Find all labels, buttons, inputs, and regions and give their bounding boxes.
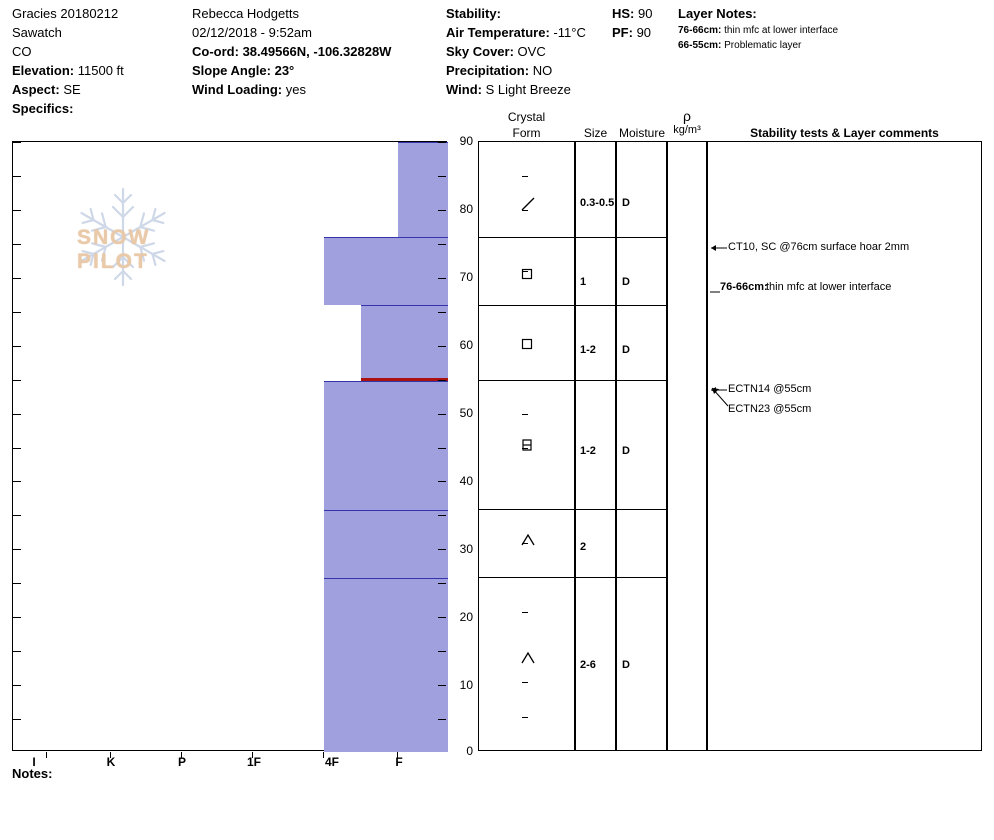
depth-label-60: 60 <box>459 338 473 352</box>
layer-note-2 <box>678 38 988 53</box>
density-units-label: kg/m³ <box>673 124 701 136</box>
aspect-label: Aspect: <box>12 82 60 97</box>
grain-size-value-4: 1-2 <box>580 445 596 457</box>
layer-comment-tick <box>710 285 720 297</box>
test-arrow-ct10 <box>710 242 728 257</box>
layer-bar-76-66 <box>324 237 448 305</box>
moisture-value-6: D <box>622 659 630 671</box>
hardness-label-P: P <box>177 755 187 769</box>
layer-note-1-text: thin mfc at lower interface <box>724 25 839 36</box>
crystal-header-label: Crystal <box>507 110 546 124</box>
wind-loading-value: yes <box>285 82 306 97</box>
grain-form-icon-rounded-grains-2 <box>519 650 537 669</box>
crystal-header-label-2 <box>560 110 635 124</box>
hs-label: HS: <box>612 6 635 21</box>
moisture-value-1: D <box>622 197 630 209</box>
state-name: CO <box>12 44 32 59</box>
grain-size-value-3: 1-2 <box>580 344 596 356</box>
depth-label-10: 10 <box>459 678 473 692</box>
grain-size-value-6: 2-6 <box>580 659 596 671</box>
wind-label: Wind: <box>446 82 482 97</box>
hardness-label-1F: 1F <box>246 755 262 769</box>
precipitation-value: NO <box>532 63 553 78</box>
form-header-label: Form <box>512 126 541 140</box>
moisture-header-label: Moisture <box>618 126 665 140</box>
coord-value: 38.49566N, -106.32828W <box>242 44 392 59</box>
size-header-label: Size <box>583 126 608 140</box>
snowpilot-watermark <box>53 182 223 292</box>
header-col-location <box>12 4 187 118</box>
stability-comments-column <box>707 141 982 751</box>
hardness-label-K: K <box>106 755 116 769</box>
layer-note-1-range: 76-66cm: <box>678 25 722 36</box>
hs-value: 90 <box>638 6 653 21</box>
pit-header <box>0 0 994 118</box>
layer-note-2-range: 66-55cm: <box>678 40 722 51</box>
wind-loading-label: Wind Loading: <box>192 82 283 97</box>
elevation-value: 11500 ft <box>77 63 124 78</box>
sky-cover-value: OVC <box>517 44 546 59</box>
slope-angle-row <box>192 61 442 80</box>
density-symbol-label: ρ <box>683 108 691 124</box>
layer-bar-90-76 <box>398 142 448 237</box>
layer-comment-range-76-66: 76-66cm: <box>720 281 768 293</box>
pf-label: PF: <box>612 25 633 40</box>
grain-form-icon-precip-particles <box>519 195 537 216</box>
site-name: Gracies 20180212 <box>12 6 119 21</box>
coord-row <box>192 42 442 61</box>
range-name: Sawatch <box>12 25 62 40</box>
moisture-value-2: D <box>622 276 630 288</box>
sky-cover-label: Sky Cover: <box>446 44 514 59</box>
test-arrow-ectn23 <box>710 384 730 413</box>
crystal-form-column <box>478 141 575 751</box>
wind-loading-row <box>192 80 442 99</box>
crystal-size-column <box>575 141 616 751</box>
hs-row <box>612 4 652 23</box>
air-temp-value: -11°C <box>553 25 586 40</box>
comments-header-label: Stability tests & Layer comments <box>750 126 939 140</box>
grain-form-icon-faceted-crystals-2 <box>520 337 534 354</box>
hardness-axis <box>12 752 447 772</box>
grain-size-value-1: 0.3-0.5 <box>580 197 615 209</box>
layer-notes-label: Layer Notes: <box>678 6 757 21</box>
slope-angle-label: Slope Angle: <box>192 63 271 78</box>
layer-bar-36-26 <box>324 510 448 578</box>
aspect-row <box>12 80 187 99</box>
specifics-label: Specifics: <box>12 101 74 116</box>
layer-bar-26-0 <box>324 578 448 752</box>
air-temp-label: Air Temperature: <box>446 25 550 40</box>
pf-value: 90 <box>636 25 652 40</box>
stability-test-ectn14: ECTN14 @55cm <box>728 383 812 395</box>
hardness-label-4F: 4F <box>324 755 340 769</box>
header-col-hs-pf <box>612 4 652 42</box>
coord-label: Co-ord: <box>192 44 239 59</box>
grain-size-value-2: 1 <box>580 276 587 288</box>
depth-axis <box>449 134 475 758</box>
depth-label-80: 80 <box>459 202 473 216</box>
moisture-value-3: D <box>622 344 630 356</box>
density-column <box>667 141 707 751</box>
depth-label-20: 20 <box>459 610 473 624</box>
grain-form-icon-rounded-grains-1 <box>519 532 537 551</box>
wind-value: S Light Breeze <box>485 82 571 97</box>
stability-test-ct10: CT10, SC @76cm surface hoar 2mm <box>728 241 910 253</box>
pf-row <box>612 23 652 42</box>
slope-angle-value: 23° <box>274 63 295 78</box>
layer-note-1 <box>678 23 988 38</box>
precipitation-label: Precipitation: <box>446 63 530 78</box>
moisture-value-4: D <box>622 445 630 457</box>
elevation-label: Elevation: <box>12 63 75 78</box>
header-col-layer-notes <box>678 4 988 53</box>
watermark-text: SNOW PILOT <box>77 226 151 273</box>
depth-label-90: 90 <box>459 134 473 148</box>
wind-row <box>446 80 671 99</box>
layer-note-2-text: Problematic layer <box>724 40 802 51</box>
elevation-row <box>12 61 187 80</box>
observer-name: Rebecca Hodgetts <box>192 6 299 21</box>
moisture-column <box>616 141 667 751</box>
depth-label-50: 50 <box>459 406 473 420</box>
layer-bar-66-55 <box>361 305 448 380</box>
precipitation-row <box>446 61 671 80</box>
depth-label-0: 0 <box>466 744 473 758</box>
layer-comment-text-76-66: thin mfc at lower interface <box>766 281 892 293</box>
depth-label-30: 30 <box>459 542 473 556</box>
observation-datetime: 02/12/2018 - 9:52am <box>192 25 312 40</box>
layer-bar-55-36 <box>324 381 448 510</box>
hardness-label-I: I <box>32 755 36 769</box>
grain-form-icon-depth-hoar <box>520 437 534 456</box>
grain-form-icon-faceted-crystals-1 <box>520 267 534 284</box>
hardness-label-F: F <box>395 755 403 769</box>
stability-test-ectn23: ECTN23 @55cm <box>728 403 812 415</box>
depth-label-40: 40 <box>459 474 473 488</box>
header-col-observer <box>192 4 442 99</box>
stability-label: Stability: <box>446 6 501 21</box>
aspect-value: SE <box>63 82 81 97</box>
depth-label-70: 70 <box>459 270 473 284</box>
hardness-profile-plot <box>12 141 447 751</box>
grain-size-value-5: 2 <box>580 541 587 553</box>
notes-label: Notes: <box>12 766 53 781</box>
sky-cover-row <box>446 42 671 61</box>
